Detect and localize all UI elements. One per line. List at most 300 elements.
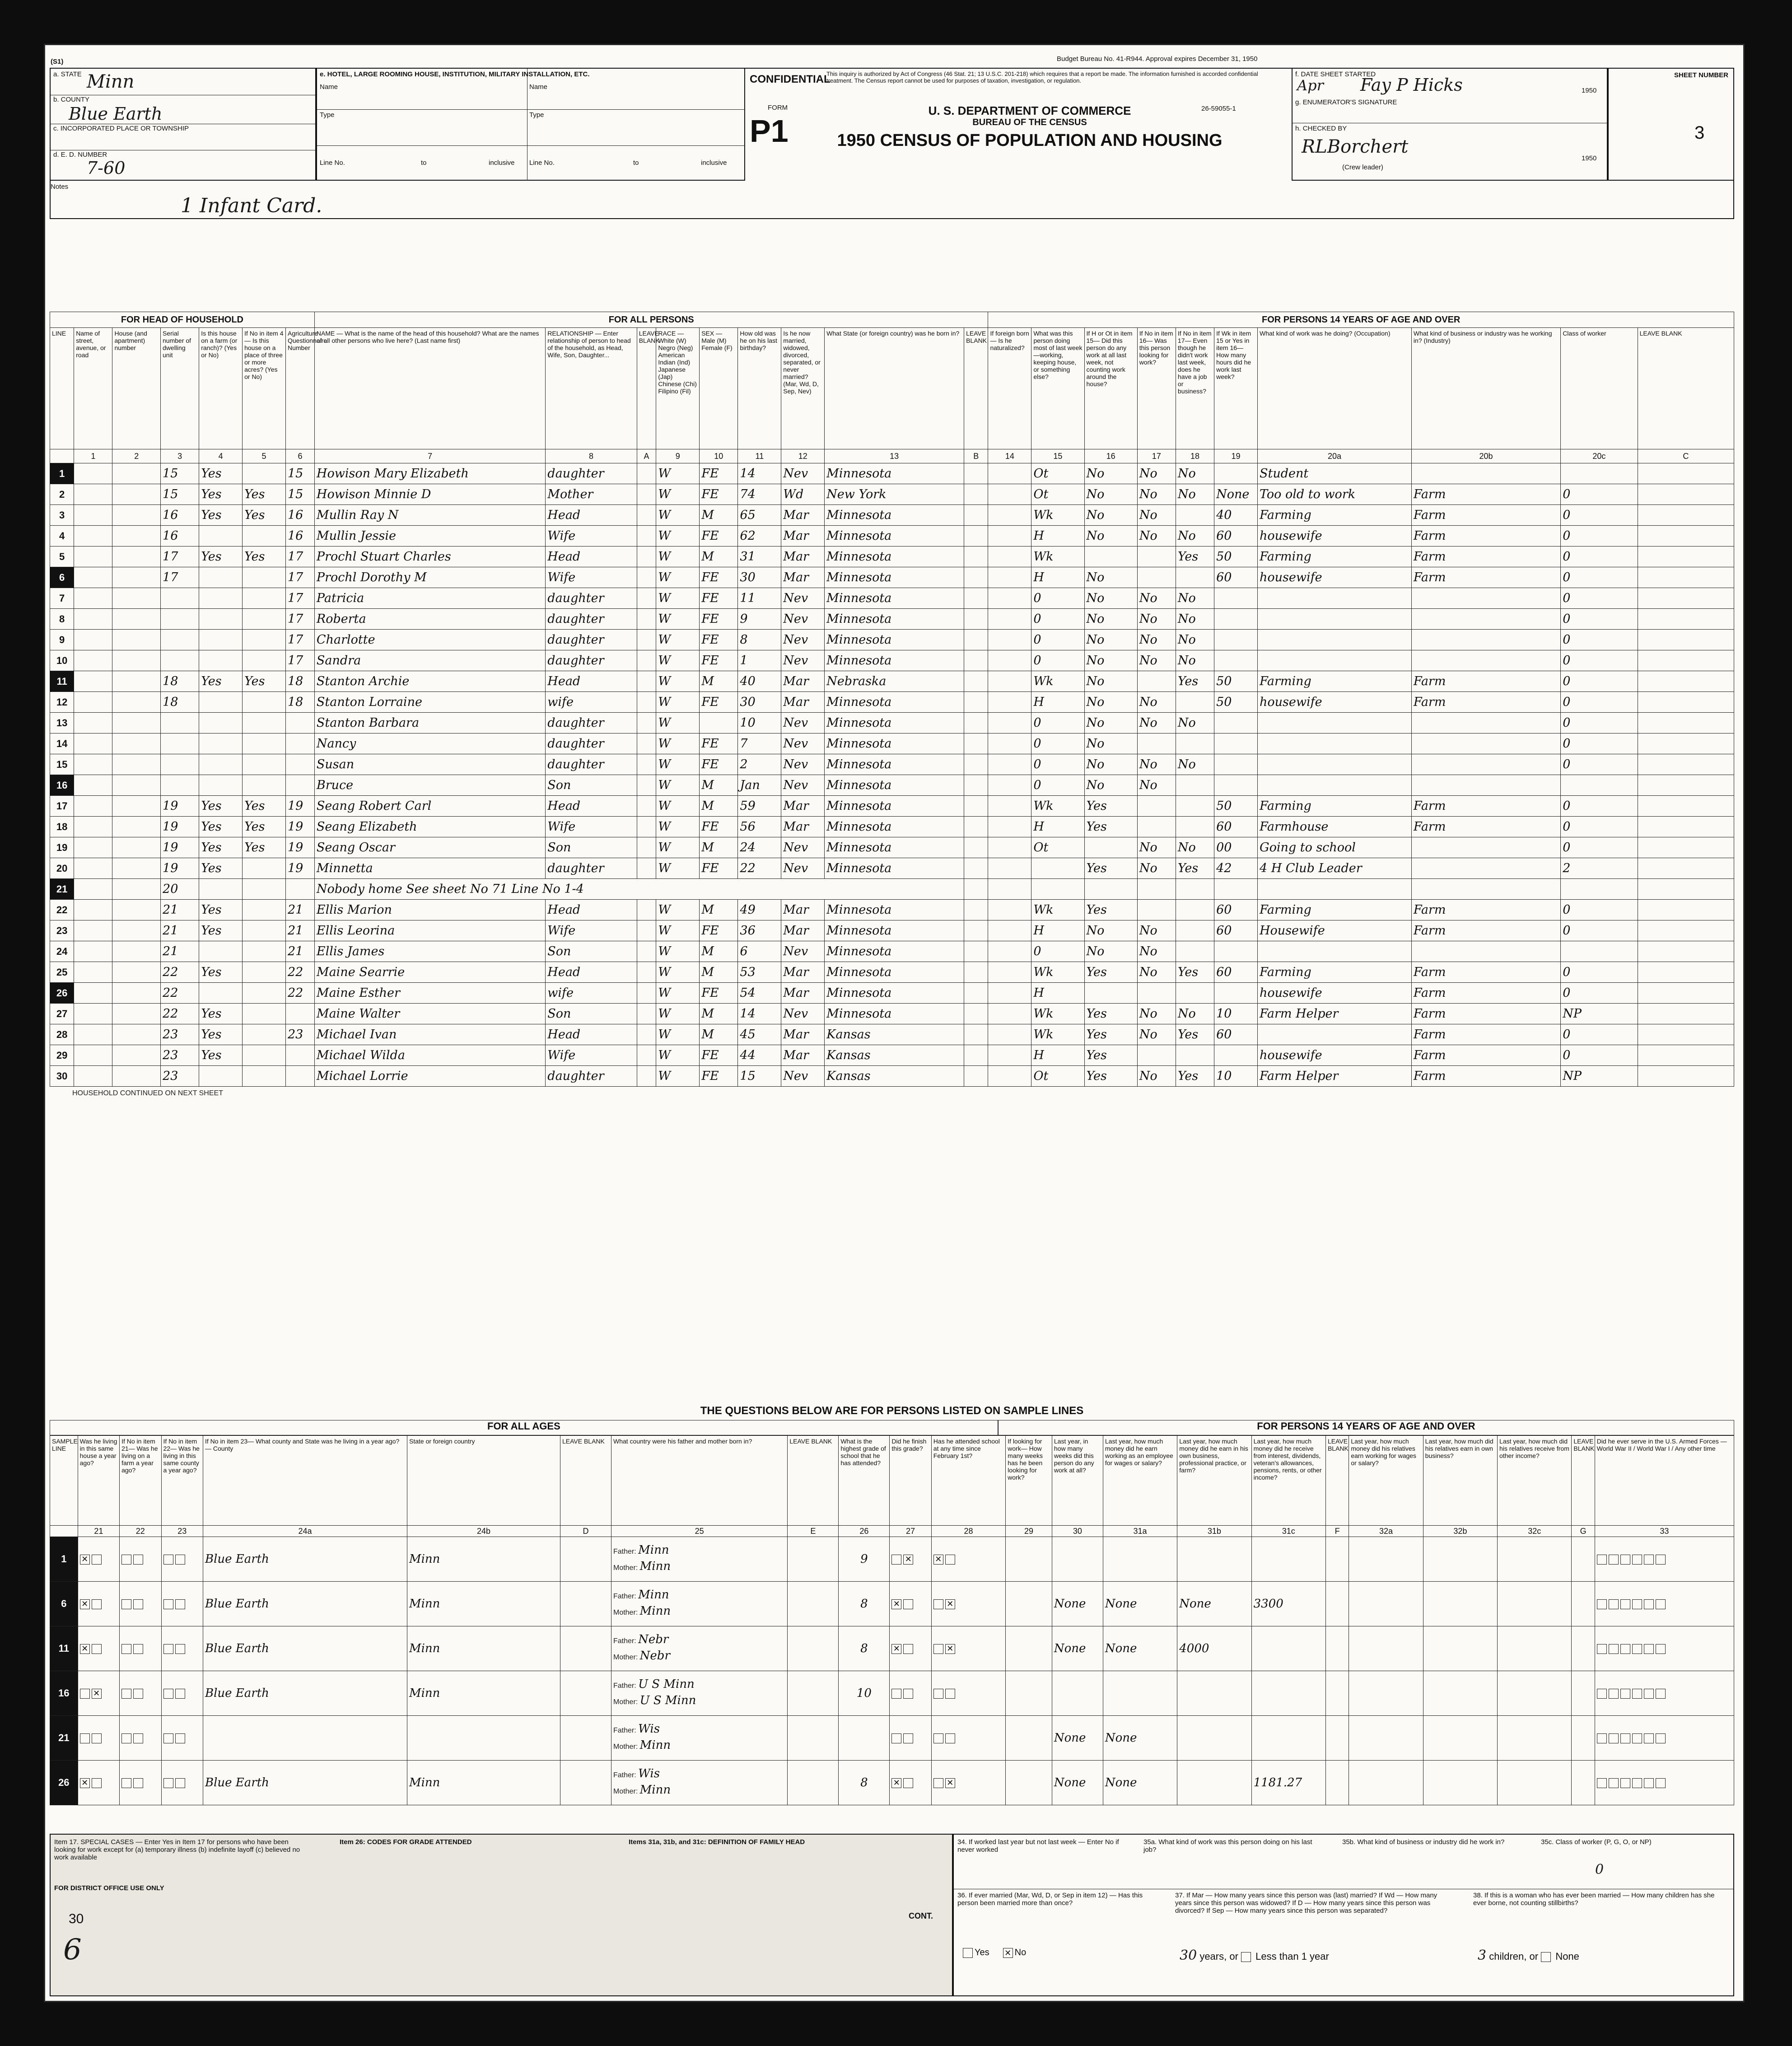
cell-worked[interactable]: No [1084, 733, 1137, 754]
cell-looking[interactable] [1137, 1045, 1176, 1066]
sample-other-income-cell[interactable]: 3300 [1251, 1582, 1325, 1626]
cell-hours[interactable] [1214, 775, 1258, 796]
sample-relatives-income-cell[interactable] [1498, 1582, 1572, 1626]
cell-c3[interactable] [161, 754, 199, 775]
cell-c5[interactable] [243, 1024, 286, 1045]
cell-sex[interactable]: FE [700, 817, 738, 837]
no-checkbox[interactable] [175, 1689, 185, 1699]
cell-cls[interactable]: 0 [1561, 526, 1638, 547]
cell-nat[interactable] [988, 630, 1031, 650]
cell-ind[interactable]: Farm [1411, 796, 1560, 817]
cell-born[interactable]: Minnesota [825, 505, 964, 526]
cell-c1[interactable] [74, 692, 112, 713]
cell-mar[interactable] [1176, 879, 1214, 900]
yes-checkbox[interactable] [121, 1644, 131, 1654]
cell-c3[interactable]: 23 [161, 1045, 199, 1066]
cell-nat[interactable] [988, 733, 1031, 754]
cell-name[interactable]: Michael Ivan [314, 1024, 545, 1045]
cell-occ[interactable]: Farmhouse [1258, 817, 1412, 837]
cell-c2[interactable] [112, 588, 161, 609]
cell-doing[interactable]: Wk [1031, 796, 1084, 817]
cell-doing[interactable] [1031, 858, 1084, 879]
cell-worked[interactable]: No [1084, 609, 1137, 630]
cell-c2[interactable] [112, 733, 161, 754]
sample-veteran-cell[interactable] [1595, 1582, 1734, 1626]
father-country[interactable]: U S Minn [638, 1677, 695, 1691]
cell-job[interactable] [1176, 817, 1214, 837]
cell-c6[interactable]: 15 [285, 484, 314, 505]
cell-hours[interactable]: 42 [1214, 858, 1258, 879]
cell-born[interactable]: Minnesota [825, 547, 964, 567]
cell-c3[interactable]: 22 [161, 983, 199, 1004]
cell-sex[interactable] [700, 713, 738, 733]
cell-c3[interactable]: 23 [161, 1024, 199, 1045]
no-checkbox[interactable] [133, 1733, 143, 1743]
cell-worked[interactable]: No [1084, 754, 1137, 775]
sample-attend-cell[interactable] [931, 1626, 1005, 1671]
cell-c1[interactable] [74, 962, 112, 983]
cell-c2[interactable] [112, 671, 161, 692]
sample-relatives-income-cell[interactable] [1498, 1716, 1572, 1761]
no-checkbox[interactable] [1632, 1555, 1642, 1565]
cell-job[interactable]: No [1176, 837, 1214, 858]
cell-rel[interactable]: daughter [546, 463, 637, 484]
cell-name[interactable]: Seang Elizabeth [314, 817, 545, 837]
cell-mar[interactable]: Mar [781, 547, 825, 567]
cell-cls[interactable]: 0 [1561, 962, 1638, 983]
no-checkbox[interactable] [175, 1733, 185, 1743]
cell-mar[interactable]: Mar [781, 526, 825, 547]
yes-checkbox[interactable] [163, 1599, 173, 1609]
cell-c4[interactable] [199, 630, 243, 650]
cell-worked[interactable]: No [1084, 650, 1137, 671]
cell-job[interactable] [1176, 567, 1214, 588]
cell-nat[interactable] [988, 1024, 1031, 1045]
cell-worked[interactable] [1084, 983, 1137, 1004]
cell-name[interactable]: Stanton Barbara [314, 713, 545, 733]
cell-ind[interactable]: Farm [1411, 567, 1560, 588]
cell-c6[interactable]: 17 [285, 547, 314, 567]
cell-name[interactable]: Patricia [314, 588, 545, 609]
yes-checkbox[interactable]: ✕ [80, 1599, 90, 1609]
cell-born[interactable]: Minnesota [825, 463, 964, 484]
cell-hours[interactable]: 60 [1214, 526, 1258, 547]
cell-age[interactable] [1137, 879, 1176, 900]
cell-looking[interactable]: No [1137, 526, 1176, 547]
cell-job[interactable]: Yes [1176, 1024, 1214, 1045]
cell-sex[interactable]: M [700, 941, 738, 962]
cell-looking[interactable]: No [1137, 920, 1176, 941]
cell-c3[interactable]: 16 [161, 505, 199, 526]
cell-name[interactable]: Stanton Archie [314, 671, 545, 692]
cell-ind[interactable]: Farm [1411, 1066, 1560, 1087]
cell-sex[interactable]: FE [700, 463, 738, 484]
sample-county_same-cell[interactable] [161, 1626, 203, 1671]
mother-country[interactable]: Minn [639, 1560, 671, 1573]
yes-checkbox[interactable] [1620, 1555, 1630, 1565]
cell-sex[interactable]: FE [700, 630, 738, 650]
cell-name[interactable]: Ellis Leorina [314, 920, 545, 941]
cell-c2[interactable] [112, 754, 161, 775]
cell-c4[interactable]: Yes [199, 547, 243, 567]
no-checkbox[interactable] [92, 1644, 102, 1654]
cell-c5[interactable] [243, 733, 286, 754]
sample-finish-cell[interactable] [890, 1761, 931, 1805]
cell-c5[interactable] [243, 983, 286, 1004]
yes-checkbox[interactable] [1597, 1555, 1607, 1565]
cell-mar[interactable]: Nev [781, 1004, 825, 1024]
cell-born[interactable]: Minnesota [825, 941, 964, 962]
cell-c1[interactable] [74, 567, 112, 588]
sample-relatives-income-cell[interactable] [1349, 1671, 1423, 1716]
cell-rel[interactable] [964, 879, 988, 900]
cell-looking[interactable]: No [1137, 609, 1176, 630]
cell-c2[interactable] [112, 900, 161, 920]
sample-business-cell[interactable] [1177, 1671, 1251, 1716]
cell-mar[interactable]: Nev [781, 609, 825, 630]
yes-checkbox[interactable] [1597, 1644, 1607, 1654]
cell-occ[interactable]: housewife [1258, 983, 1412, 1004]
sample-weeks-cell[interactable]: None [1052, 1582, 1103, 1626]
q36-no-checkbox[interactable]: ✕ [1003, 1948, 1013, 1958]
cell-job[interactable] [1176, 505, 1214, 526]
cell-name[interactable]: Nancy [314, 733, 545, 754]
no-checkbox[interactable] [1656, 1689, 1666, 1699]
cell-c5[interactable] [243, 609, 286, 630]
cell-race[interactable]: W [656, 941, 700, 962]
cell-c2[interactable] [112, 650, 161, 671]
cell-c2[interactable] [112, 920, 161, 941]
cell-cls[interactable]: 0 [1561, 567, 1638, 588]
cell-c1[interactable] [74, 900, 112, 920]
mother-country[interactable]: Minn [639, 1738, 671, 1752]
sample-county-cell[interactable]: Blue Earth [203, 1537, 407, 1582]
cell-doing[interactable]: Ot [1031, 1066, 1084, 1087]
cell-mar[interactable]: Mar [781, 817, 825, 837]
yes-checkbox[interactable] [1597, 1599, 1607, 1609]
cell-worked[interactable]: No [1084, 526, 1137, 547]
cell-c6[interactable]: 19 [285, 796, 314, 817]
yes-checkbox[interactable]: ✕ [80, 1555, 90, 1565]
cell-c6[interactable]: 17 [285, 588, 314, 609]
sample-relatives-income-cell[interactable] [1349, 1582, 1423, 1626]
cell-looking[interactable]: No [1137, 1004, 1176, 1024]
cell-doing[interactable]: H [1031, 1045, 1084, 1066]
cell-born[interactable]: Minnesota [825, 609, 964, 630]
no-checkbox[interactable] [1609, 1778, 1619, 1788]
cell-ind[interactable]: Farm [1411, 505, 1560, 526]
cell-age[interactable]: 40 [738, 671, 781, 692]
cell-c5[interactable]: Yes [243, 796, 286, 817]
yes-checkbox[interactable] [933, 1599, 943, 1609]
cell-race[interactable]: W [656, 692, 700, 713]
no-checkbox[interactable] [133, 1778, 143, 1788]
cell-name[interactable]: Maine Searrie [314, 962, 545, 983]
cell-c6[interactable]: 16 [285, 526, 314, 547]
cell-looking[interactable] [1137, 547, 1176, 567]
cell-c5[interactable] [243, 526, 286, 547]
cell-c6[interactable]: 21 [285, 900, 314, 920]
sample-wages-cell[interactable]: None [1103, 1716, 1177, 1761]
cell-rel[interactable]: Wife [546, 526, 637, 547]
no-checkbox[interactable] [1609, 1555, 1619, 1565]
cell-race[interactable]: W [656, 588, 700, 609]
cell-hours[interactable]: 50 [1214, 547, 1258, 567]
cell-age[interactable]: 15 [738, 1066, 781, 1087]
cell-c3[interactable]: 23 [161, 1066, 199, 1087]
cell-job[interactable] [1176, 920, 1214, 941]
sample-parents-cell[interactable] [611, 1716, 787, 1761]
cell-race[interactable]: W [656, 817, 700, 837]
cell-occ[interactable]: housewife [1258, 567, 1412, 588]
sample-county-cell[interactable]: Blue Earth [203, 1761, 407, 1805]
cell-c2[interactable] [112, 463, 161, 484]
cell-job[interactable] [1176, 775, 1214, 796]
cell-doing[interactable]: Wk [1031, 1004, 1084, 1024]
cell-cls[interactable]: 0 [1561, 505, 1638, 526]
no-checkbox[interactable] [1656, 1733, 1666, 1743]
sample-other-income-cell[interactable] [1251, 1716, 1325, 1761]
sample-weeks-cell[interactable] [1052, 1537, 1103, 1582]
cell-born[interactable]: Minnesota [825, 526, 964, 547]
cell-cls[interactable]: 0 [1561, 983, 1638, 1004]
cell-nat[interactable] [988, 962, 1031, 983]
cell-c2[interactable] [112, 858, 161, 879]
cell-sex[interactable]: FE [700, 983, 738, 1004]
cell-mar[interactable]: Mar [781, 567, 825, 588]
cell-hours[interactable]: 60 [1214, 900, 1258, 920]
sample-state-cell[interactable] [407, 1716, 560, 1761]
cell-c5[interactable] [243, 754, 286, 775]
cell-name[interactable]: Sandra [314, 650, 545, 671]
father-country[interactable]: Wis [638, 1722, 660, 1736]
cell-c1[interactable] [74, 505, 112, 526]
cell-mar[interactable]: Mar [781, 671, 825, 692]
cell-rel[interactable]: Son [546, 775, 637, 796]
cell-age[interactable]: 22 [738, 858, 781, 879]
cell-c5[interactable] [243, 920, 286, 941]
cell-ind[interactable]: Farm [1411, 1004, 1560, 1024]
cell-age[interactable]: 49 [738, 900, 781, 920]
cell-nat[interactable] [988, 692, 1031, 713]
cell-worked[interactable]: No [1084, 567, 1137, 588]
sample-live-cell[interactable] [78, 1716, 119, 1761]
cell-race[interactable]: W [656, 713, 700, 733]
cell-c1[interactable] [74, 920, 112, 941]
cell-hours[interactable] [1214, 733, 1258, 754]
cell-c6[interactable]: 19 [285, 837, 314, 858]
cell-doing[interactable]: Wk [1031, 671, 1084, 692]
cell-occ[interactable]: Housewife [1258, 920, 1412, 941]
cell-c2[interactable] [112, 567, 161, 588]
sample-looking-cell[interactable] [1006, 1761, 1052, 1805]
cell-c6[interactable]: 19 [285, 817, 314, 837]
sample-finish-cell[interactable] [890, 1626, 931, 1671]
sample-live-cell[interactable] [78, 1537, 119, 1582]
cell-sex[interactable]: M [700, 775, 738, 796]
cell-cls[interactable]: 0 [1561, 1045, 1638, 1066]
cell-hours[interactable]: 60 [1214, 920, 1258, 941]
cell-age[interactable]: 8 [738, 630, 781, 650]
cell-age[interactable]: 10 [738, 713, 781, 733]
sample-grade-cell[interactable]: 8 [839, 1761, 890, 1805]
yes-checkbox[interactable] [933, 1689, 943, 1699]
cell-c4[interactable] [199, 713, 243, 733]
cell-sex[interactable]: M [700, 1004, 738, 1024]
cell-born[interactable]: Minnesota [825, 754, 964, 775]
cell-looking[interactable]: No [1137, 962, 1176, 983]
cell-nat[interactable] [988, 858, 1031, 879]
cell-c1[interactable] [74, 817, 112, 837]
sample-business-cell[interactable]: None [1177, 1582, 1251, 1626]
sample-relatives-income-cell[interactable] [1423, 1626, 1497, 1671]
sample-farm-cell[interactable] [120, 1671, 161, 1716]
cell-hours[interactable]: None [1214, 484, 1258, 505]
cell-c5[interactable] [243, 713, 286, 733]
cell-rel[interactable]: daughter [546, 588, 637, 609]
cell-ind[interactable]: Farm [1411, 1045, 1560, 1066]
cell-race[interactable]: W [656, 1004, 700, 1024]
sample-relatives-income-cell[interactable] [1423, 1671, 1497, 1716]
cell-race[interactable]: W [656, 983, 700, 1004]
cell-cls[interactable]: 0 [1561, 713, 1638, 733]
sample-relatives-income-cell[interactable] [1349, 1716, 1423, 1761]
yes-checkbox[interactable] [1620, 1733, 1630, 1743]
cell-c3[interactable]: 18 [161, 671, 199, 692]
cell-c3[interactable] [161, 733, 199, 754]
yes-checkbox[interactable] [80, 1689, 90, 1699]
cell-c5[interactable]: Yes [243, 484, 286, 505]
sample-farm-cell[interactable] [120, 1761, 161, 1805]
no-checkbox[interactable] [175, 1778, 185, 1788]
cell-c1[interactable] [74, 733, 112, 754]
cell-age[interactable]: 56 [738, 817, 781, 837]
cell-nat[interactable] [988, 837, 1031, 858]
cell-c1[interactable] [74, 1066, 112, 1087]
no-checkbox[interactable] [133, 1555, 143, 1565]
no-checkbox[interactable] [1609, 1689, 1619, 1699]
sample-wages-cell[interactable] [1103, 1537, 1177, 1582]
cell-sex[interactable]: M [700, 505, 738, 526]
cell-doing[interactable]: 0 [1031, 650, 1084, 671]
q38-none-checkbox[interactable] [1541, 1952, 1551, 1962]
cell-mar[interactable]: Nev [781, 588, 825, 609]
father-country[interactable]: Minn [638, 1588, 669, 1602]
yes-checkbox[interactable] [891, 1733, 901, 1743]
cell-mar[interactable]: Nev [781, 858, 825, 879]
cell-hours[interactable] [1214, 754, 1258, 775]
cell-sex[interactable]: M [700, 837, 738, 858]
cell-c6[interactable]: 21 [285, 920, 314, 941]
cell-cls[interactable] [1561, 775, 1638, 796]
sample-parents-cell[interactable] [611, 1626, 787, 1671]
no-checkbox[interactable] [945, 1689, 955, 1699]
cell-name[interactable]: Michael Lorrie [314, 1066, 545, 1087]
cell-hours[interactable] [1214, 713, 1258, 733]
cell-sex[interactable] [1084, 879, 1137, 900]
cell-mar[interactable]: Mar [781, 1024, 825, 1045]
cell-worked[interactable]: Yes [1084, 858, 1137, 879]
yes-checkbox[interactable]: ✕ [891, 1778, 901, 1788]
cell-rel[interactable]: daughter [546, 1066, 637, 1087]
sample-grade-cell[interactable]: 8 [839, 1582, 890, 1626]
cell-doing[interactable]: Wk [1031, 1024, 1084, 1045]
cell-looking[interactable]: No [1137, 775, 1176, 796]
sample-veteran-cell[interactable] [1595, 1537, 1734, 1582]
cell-mar[interactable]: Mar [781, 962, 825, 983]
cell-race[interactable]: W [656, 567, 700, 588]
cell-born[interactable]: Minnesota [825, 796, 964, 817]
yes-checkbox[interactable] [1597, 1778, 1607, 1788]
yes-checkbox[interactable] [163, 1689, 173, 1699]
cell-hours[interactable]: 60 [1214, 817, 1258, 837]
sample-weeks-cell[interactable]: None [1052, 1761, 1103, 1805]
cell-occ[interactable]: housewife [1258, 1045, 1412, 1066]
cell-c6[interactable]: 17 [285, 567, 314, 588]
cell-nat[interactable] [988, 588, 1031, 609]
cell-c1[interactable] [74, 837, 112, 858]
cell-race[interactable]: W [656, 609, 700, 630]
cell-race[interactable]: W [656, 754, 700, 775]
cell-looking[interactable]: No [1137, 692, 1176, 713]
cell-name[interactable]: Seang Robert Carl [314, 796, 545, 817]
cell-rel[interactable]: Son [546, 1004, 637, 1024]
cell-worked[interactable] [1638, 879, 1734, 900]
cell-cls[interactable]: 0 [1561, 692, 1638, 713]
cell-occ[interactable] [1258, 588, 1412, 609]
cell-mar[interactable]: Nev [781, 733, 825, 754]
cell-born[interactable]: Minnesota [825, 775, 964, 796]
cell-hours[interactable] [1214, 650, 1258, 671]
cell-looking[interactable]: No [1137, 754, 1176, 775]
sample-parents-cell[interactable] [611, 1537, 787, 1582]
no-checkbox[interactable] [1656, 1778, 1666, 1788]
no-checkbox[interactable] [92, 1778, 102, 1788]
cell-c1[interactable] [74, 1024, 112, 1045]
cell-looking[interactable]: No [1137, 650, 1176, 671]
mother-country[interactable]: Minn [639, 1783, 671, 1797]
cell-doing[interactable]: H [1031, 920, 1084, 941]
cell-occ[interactable] [1258, 650, 1412, 671]
cell-nat[interactable] [988, 817, 1031, 837]
cell-worked[interactable]: Yes [1084, 900, 1137, 920]
cell-rel[interactable]: Head [546, 671, 637, 692]
cell-c4[interactable] [199, 983, 243, 1004]
cell-cls[interactable]: 2 [1561, 858, 1638, 879]
cell-ind[interactable]: Farm [1411, 900, 1560, 920]
cell-mar[interactable]: Mar [781, 983, 825, 1004]
cell-cls[interactable]: 0 [1561, 1024, 1638, 1045]
cell-rel[interactable]: daughter [546, 754, 637, 775]
cell-name[interactable]: Maine Walter [314, 1004, 545, 1024]
father-country[interactable]: Nebr [638, 1633, 669, 1646]
sample-wages-cell[interactable]: None [1103, 1761, 1177, 1805]
cell-doing[interactable]: Wk [1031, 505, 1084, 526]
sample-grade-cell[interactable]: 9 [839, 1537, 890, 1582]
cell-job[interactable]: No [1176, 713, 1214, 733]
sample-county_same-cell[interactable] [161, 1582, 203, 1626]
cell-nat[interactable] [1411, 879, 1560, 900]
cell-name[interactable]: Ellis James [314, 941, 545, 962]
cell-mar[interactable]: Nev [781, 775, 825, 796]
sample-business-cell[interactable] [1177, 1761, 1251, 1805]
cell-race[interactable]: W [656, 837, 700, 858]
sample-county-cell[interactable]: Blue Earth [203, 1671, 407, 1716]
sample-finish-cell[interactable] [890, 1671, 931, 1716]
cell-sex[interactable]: FE [700, 733, 738, 754]
cell-c5[interactable] [243, 1066, 286, 1087]
cell-c2[interactable] [112, 526, 161, 547]
